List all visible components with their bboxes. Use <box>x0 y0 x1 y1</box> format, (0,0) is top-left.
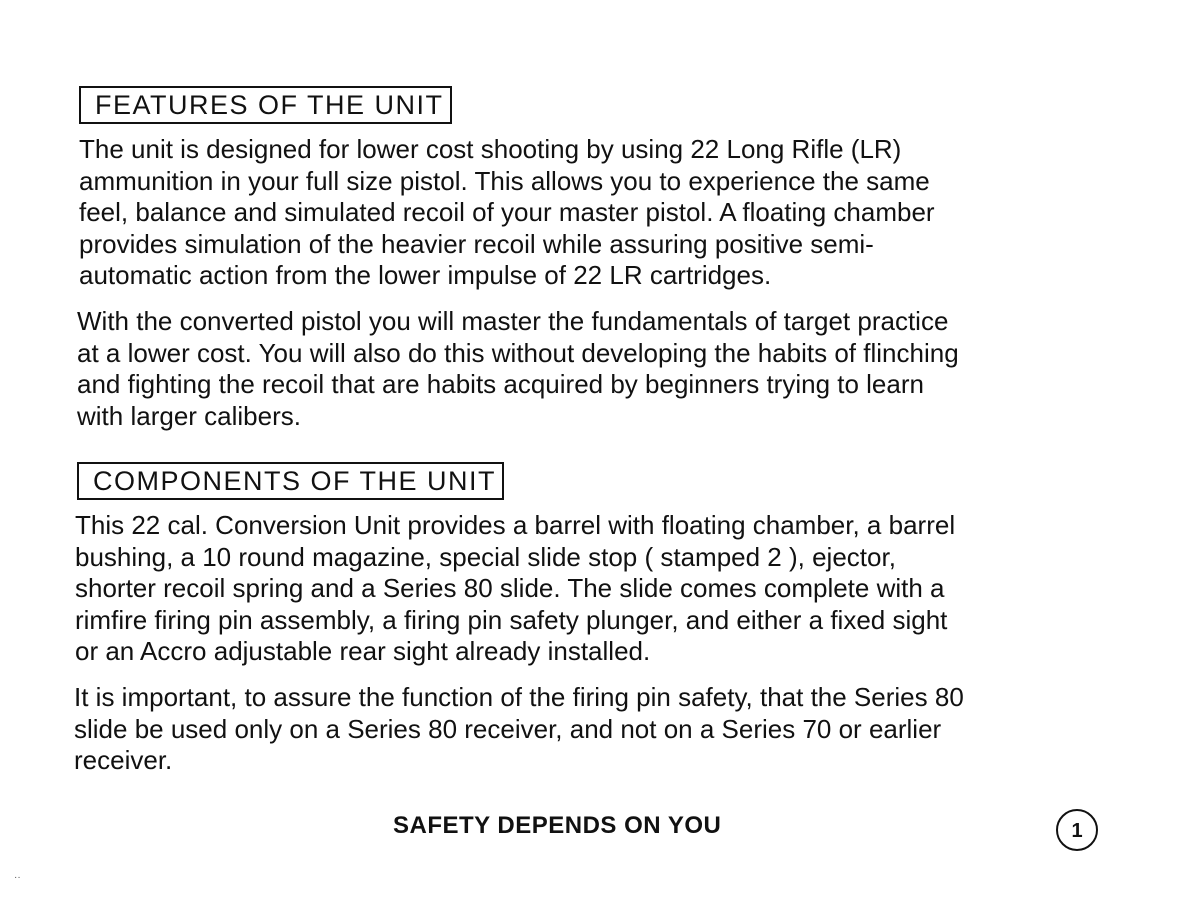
text-line: automatic action from the lower impulse of 22 LR cartridges. <box>79 260 772 290</box>
features-paragraph-2 <box>77 306 1087 432</box>
text-line: It is important, to assure the function of the firing pin safety, that the Series 80 <box>74 682 964 712</box>
text-line: receiver. <box>74 745 173 775</box>
text-line: or an Accro adjustable rear sight already installed. <box>75 636 651 666</box>
text-line: With the converted pistol you will master the fundamentals of target practice <box>77 306 949 336</box>
text-line: shorter recoil spring and a Series 80 slide. The slide comes complete with a <box>75 573 945 603</box>
components-paragraph-2 <box>74 682 1084 777</box>
text-line: bushing, a 10 round magazine, special slide stop ( stamped 2 ), ejector, <box>75 541 896 572</box>
text-line: feel, balance and simulated recoil of your master pistol. A floating chamber <box>79 197 935 227</box>
text-line: at a lower cost. You will also do this without developing the habits of flinching <box>77 337 959 368</box>
text-line: slide be used only on a Series 80 receiver, and not on a Series 70 or earlier <box>74 713 942 744</box>
scan-artifact-icon: ·· <box>14 872 21 883</box>
text-line: with larger calibers. <box>77 400 301 431</box>
text-line: provides simulation of the heavier recoil while assuring positive semi- <box>79 228 874 259</box>
components-heading: COMPONENTS OF THE UNIT <box>77 462 504 500</box>
footer-safety-text: SAFETY DEPENDS ON YOU <box>393 812 722 839</box>
components-paragraph-1 <box>75 510 1085 668</box>
text-line: The unit is designed for lower cost shooting by using 22 Long Rifle (LR) <box>79 134 902 164</box>
text-line: and fighting the recoil that are habits acquired by beginners trying to learn <box>77 369 924 399</box>
features-paragraph-1 <box>79 134 1089 292</box>
text-line: This 22 cal. Conversion Unit provides a barrel with floating chamber, a barrel <box>75 510 956 540</box>
page-number-badge: 1 <box>1056 809 1098 851</box>
features-heading: FEATURES OF THE UNIT <box>79 86 452 124</box>
text-line: rimfire firing pin assembly, a firing pin safety plunger, and either a fixed sight <box>75 604 948 635</box>
text-line: ammunition in your full size pistol. This allows you to experience the same <box>79 165 930 196</box>
